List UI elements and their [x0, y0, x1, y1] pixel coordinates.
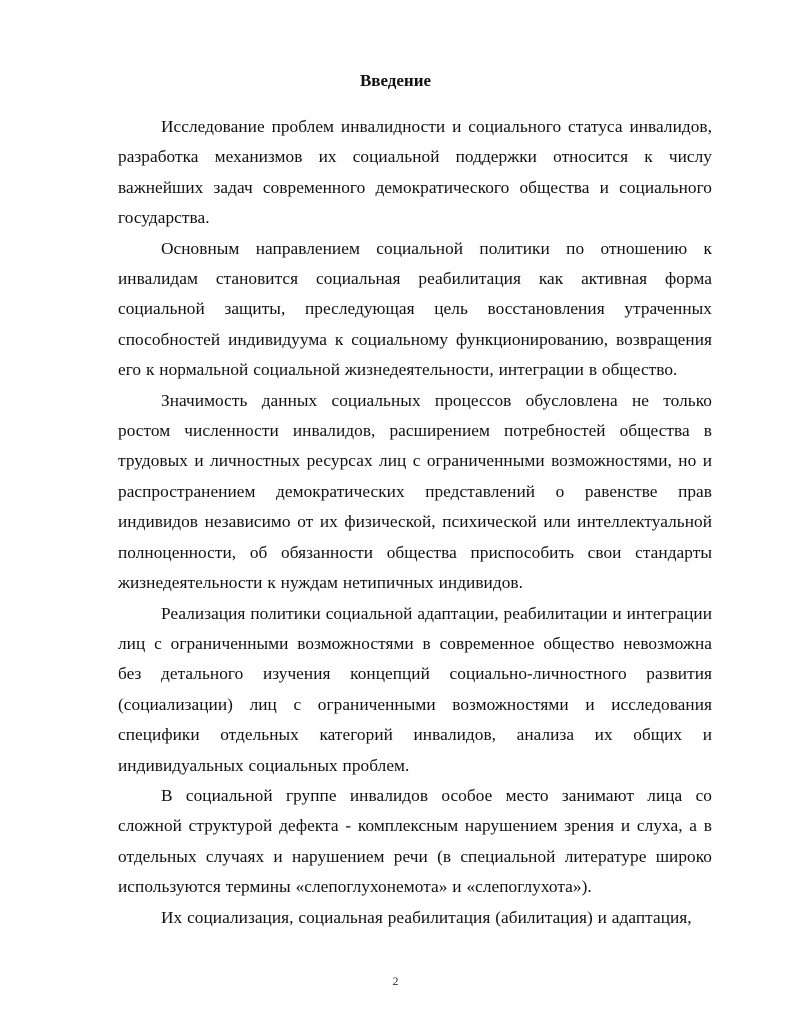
paragraph-2: Основным направлением социальной политики по отношению к инвалидам становится социальная реабилитация как активная форма социальной защиты, преследующая цель восстановления утраченных способностей индивидуума к социальному функционированию, возвращения его к нормальной социальной жизнедеятельности, интеграции в общество. — [118, 238, 712, 380]
paragraph-1: Исследование проблем инвалидности и социального статуса инвалидов, разработка механизмов их социальной поддержки относится к числу важнейших задач современного демократического общества и социального государства. — [118, 117, 712, 228]
body-text — [118, 112, 712, 933]
paragraph-3: Значимость данных социальных процессов обусловлена не только ростом численности инвалидов, расширением потребностей общества в трудовых и личностных ресурсах лиц с ограниченными возможностями, но и распространением демократических представлений о равенстве прав индивидов независимо от их физической, психической или интеллектуальной полноценности, об обязанности общества приспособить свои стандарты жизнедеятельности к нуждам нетипичных индивидов. — [118, 390, 712, 593]
paragraph-6: Их социализация, социальная реабилитация (абилитация) и адаптация, — [161, 907, 692, 927]
paragraph-4: Реализация политики социальной адаптации, реабилитации и интеграции лиц с ограниченными возможностями в современное общество невозможна без детального изучения концепций социально-личностного развития (социализации) лиц с ограниченными возможностями и исследования специфики отдельных категорий инвалидов, анализа их общих и индивидуальных социальных проблем. — [118, 603, 712, 775]
paragraph-5: В социальной группе инвалидов особое место занимают лица со сложной структурой дефекта - комплексным нарушением зрения и слуха, а в отдельных случаях и нарушением речи (в специальной литературе широко используются термины «слепоглухонемота» и «слепоглухота»). — [118, 785, 712, 897]
section-title: Введение — [359, 71, 432, 90]
page-number: 2 — [392, 974, 399, 988]
